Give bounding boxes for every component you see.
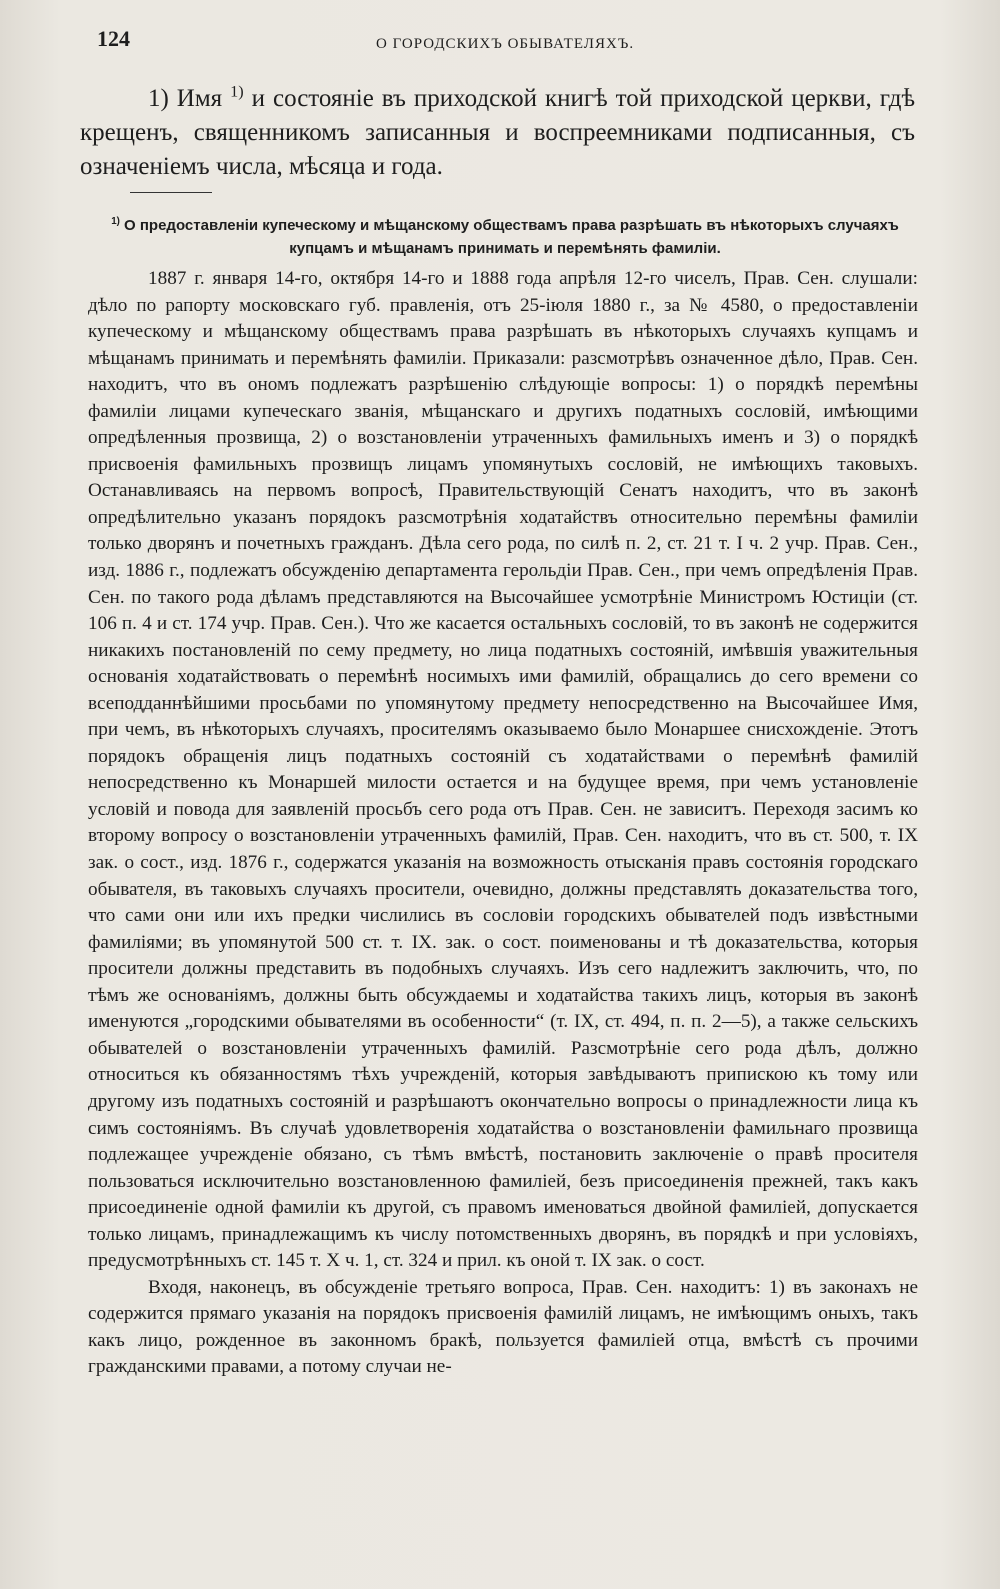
- running-title: О ГОРОДСКИХЪ ОБЫВАТЕЛЯХЪ.: [376, 36, 635, 52]
- footnote-body: [88, 266, 918, 1576]
- footnote-paragraph: Входя, наконецъ, въ обсужденіе третьяго вопроса, Прав. Сен. находитъ: 1) въ законахъ не содержится прямаго указанія на порядокъ присвоенія фамилій лицамъ, не имѣющимъ оныхъ, такъ какъ лицо, рожденное въ законномъ бракѣ, пользуется фамиліей отца, вмѣстѣ съ прочими гражданскими правами, а потому случаи не-: [88, 1276, 918, 1378]
- main-body-text: и состояніе въ приходской книгѣ той приходской церкви, гдѣ крещенъ, священникомъ записанныя и воспреемниками подписанныя, съ означеніемъ числа, мѣсяца и года.: [80, 85, 916, 180]
- footnote-heading-text: О предоставленіи купеческому и мѣщанскому обществамъ права разрѣшать въ нѣкоторыхъ случаяхъ купцамъ и мѣщанамъ принимать и перемѣнять фамиліи.: [124, 217, 899, 257]
- page-number: 124: [97, 26, 130, 51]
- footnote-divider: [130, 192, 212, 193]
- footnote-paragraph: 1887 г. января 14-го, октября 14-го и 1888 года апрѣля 12-го чиселъ, Прав. Сен. слушали: дѣло по рапорту московскаго губ. правленія, отъ 25-іюля 1880 г., за № 4580, о предоставленіи купеческому и мѣщанскому обществамъ права разрѣшать въ нѣкоторыхъ случаяхъ купцамъ и мѣщанамъ принимать и перемѣнять фамиліи. Приказали: разсмотрѣвъ означенное дѣло, Прав. Сен. находитъ, что въ ономъ подлежатъ разрѣшенію слѣдующіе вопросы: 1) о порядкѣ перемѣны фамиліи лицами купеческаго званія, мѣщанскаго и другихъ податныхъ сословій, имѣющими опредѣленныя прозвища, 2) о возстановленіи утраченныхъ фамильныхъ именъ и 3) о порядкѣ присвоенія фамильныхъ прозвищъ лицамъ упомянутыхъ сословій, не имѣющихъ таковыхъ. Останавливаясь на первомъ вопросѣ, Правительствующій Сенатъ находитъ, что въ законѣ опредѣлительно указанъ порядокъ разсмотрѣнія ходатайствъ относительно перемѣны фамиліи только дворянъ и почетныхъ гражданъ. Дѣла сего рода, по силѣ п. 2, ст. 21 т. I ч. 2 учр. Прав. Сен., изд. 1886 г., подлежатъ обсужденію департамента герольдіи Прав. Сен., при чемъ опредѣленія Прав. Сен. по такого рода дѣламъ представляются на Высочайшее усмотрѣніе Министромъ Юстиціи (ст. 106 п. 4 и ст. 174 учр. Прав. Сен.). Что же касается остальныхъ сословій, то въ законѣ не содержится никакихъ постановленій по сему предмету, но лица податныхъ состояній, имѣвшія уважительныя основанія ходатайствовать о перемѣнѣ носимыхъ ими фамилій, обращались до сего времени со всеподданнѣйшими просьбами по упомянутому предмету непосредственно на Высочайшее Имя, при чемъ, въ нѣкоторыхъ случаяхъ, просителямъ оказываемо было Монаршее снисхожденіе. Этотъ порядокъ обращенія лицъ податныхъ состояній съ ходатайствами о перемѣнѣ фамилій непосредственно къ Монаршей милости остается и на будущее время, при чемъ установленіе условій и повода для заявленій просьбъ сего рода отъ Прав. Сен. не зависитъ. Переходя засимъ ко второму вопросу о возстановленіи утраченныхъ фамилій, Прав. Сен. находитъ, что въ ст. 500, т. IX зак. о сост., изд. 1876 г., содержатся указанія на возможность отысканія правъ состоянія городскаго обывателя, въ таковыхъ случаяхъ просители, очевидно, должны представлять доказательства того, что сами они или ихъ предки числились въ сословіи городскихъ обывателей подъ извѣстными фамиліями; въ упомянутой 500 ст. т. IX. зак. о сост. поименованы и тѣ доказательства, которыя просители должны представить въ подобныхъ случаяхъ. Изъ сего надлежитъ заключить, что, по тѣмъ же основаніямъ, должны быть обсуждаемы и ходатайства такихъ лицъ, которыя въ законѣ именуются „городскими обывателями въ особенности“ (т. IX, ст. 494, п. п. 2—5), а также сельскихъ обывателей о возстановленіи утраченныхъ фамилій. Разсмотрѣніе сего рода дѣлъ, должно относиться къ обязанностямъ тѣхъ учрежденій, которыя завѣдываютъ припискою къ тому или другому изъ податныхъ состояній и разрѣшаютъ окончательно вопросы о принадлежности лица къ симъ состояніямъ. Въ случаѣ удовлетворенія ходатайства о возстановленіи фамильнаго прозвища подлежащее учрежденіе обязано, съ тѣмъ вмѣстѣ, постановить заключеніе о правѣ просителя пользоваться исключительно возстановленною фамиліей, безъ присоединенія прежней, такъ какъ присоединеніе одной фамиліи къ другой, съ правомъ именоваться двойной фамиліей, допускается только лицамъ, принадлежащимъ къ числу потомственныхъ дворянъ, въ порядкѣ и при условіяхъ, предусмотрѣнныхъ ст. 145 т. X ч. 1, ст. 324 и прил. къ оной т. IX зак. о сост.: [88, 268, 918, 1272]
- footnote-reference[interactable]: 1): [230, 82, 244, 101]
- footnote-mark: 1): [111, 216, 120, 227]
- item-number: 1): [148, 85, 169, 112]
- footnote-heading: [90, 214, 920, 260]
- lead-word: Имя: [176, 85, 223, 112]
- main-paragraph: [80, 82, 915, 184]
